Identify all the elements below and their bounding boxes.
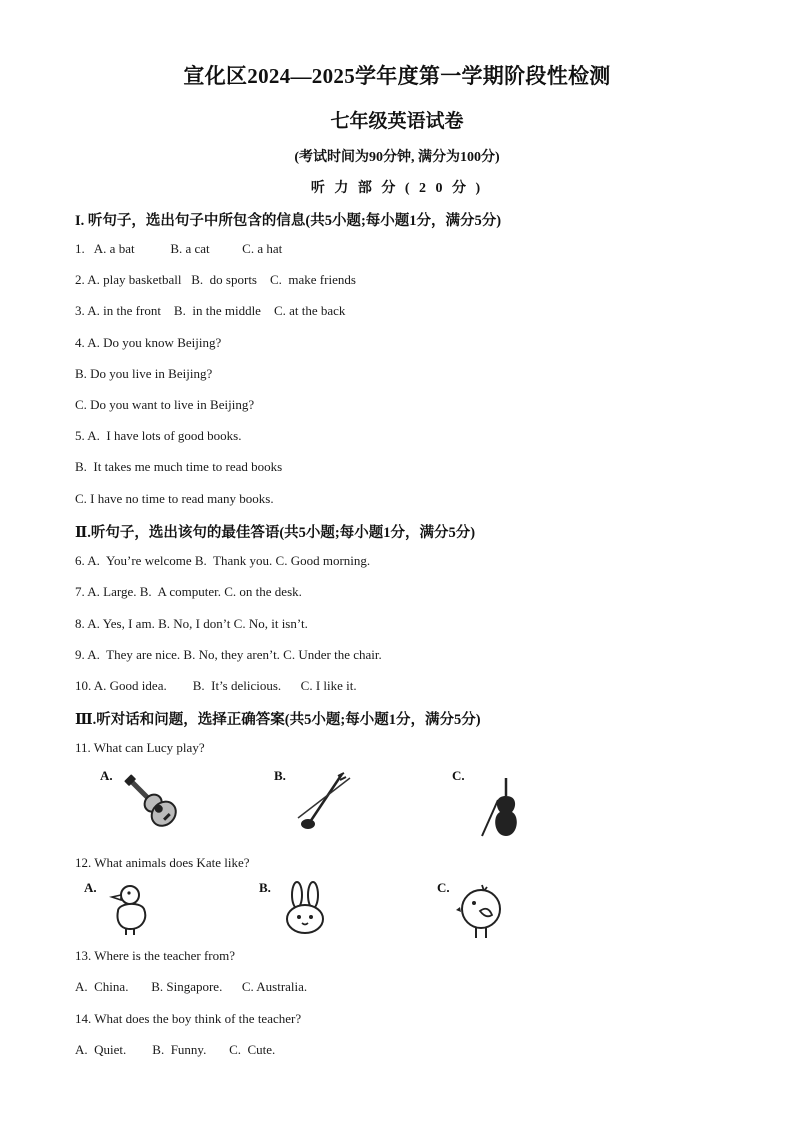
option-label: B. <box>274 768 286 783</box>
part-title: 听 力 部 分 ( 2 0 分 ) <box>310 181 484 196</box>
question-line: 1. A. a bat B. a cat C. a hat <box>75 241 283 256</box>
option-label: A. <box>100 768 113 783</box>
question-line: 9. A. They are nice. B. No, they aren’t. C. Under the chair. <box>75 647 382 662</box>
question-line: 4. A. Do you know Beijing? <box>75 335 222 350</box>
option-label: A. <box>84 880 97 895</box>
exam-title: 宣化区2024—2025学年度第一学期阶段性检测 <box>183 64 611 88</box>
option-label: C. <box>437 880 450 895</box>
rabbit-icon <box>280 881 330 935</box>
question-line: 8. A. Yes, I am. B. No, I don’t C. No, it isn’t. <box>75 616 308 631</box>
question-line: 7. A. Large. B. A computer. C. on the desk. <box>75 584 302 599</box>
exam-info: (考试时间为90分钟, 满分为100分) <box>294 150 500 165</box>
question-line: 11. What can Lucy play? <box>75 740 205 755</box>
option-label: B. <box>259 880 271 895</box>
question-line: 5. A. I have lots of good books. <box>75 428 242 443</box>
option-label: C. <box>452 768 465 783</box>
duck-icon <box>104 883 152 937</box>
question-line: 2. A. play basketball B. do sports C. make friends <box>75 272 356 287</box>
question-line: B. It takes me much time to read books <box>75 459 283 474</box>
erhu-icon <box>294 772 358 834</box>
chick-icon <box>456 883 506 941</box>
answer-options-line: A. China. B. Singapore. C. Australia. <box>75 979 308 994</box>
question-line: C. Do you want to live in Beijing? <box>75 397 255 412</box>
question-line: C. I have no time to read many books. <box>75 491 274 506</box>
exam-subtitle: 七年级英语试卷 <box>330 111 464 132</box>
question-line: 13. Where is the teacher from? <box>75 948 236 963</box>
question-line: 12. What animals does Kate like? <box>75 855 250 870</box>
question-line: 3. A. in the front B. in the middle C. at the back <box>75 303 346 318</box>
violin-icon <box>474 776 526 840</box>
question-line: B. Do you live in Beijing? <box>75 366 213 381</box>
section-heading-1: I. 听句子，选出句子中所包含的信息(共5小题;每小题1分，满分5分) <box>75 213 502 229</box>
answer-options-line: A. Quiet. B. Funny. C. Cute. <box>75 1042 276 1057</box>
section-heading-2: Ⅱ.听句子，选出该句的最佳答语(共5小题;每小题1分，满分5分) <box>75 525 476 541</box>
question-line: 6. A. You’re welcome B. Thank you. C. Good morning. <box>75 553 371 568</box>
section-heading-3: Ⅲ.听对话和问题，选择正确答案(共5小题;每小题1分，满分5分) <box>75 712 481 728</box>
guitar-icon <box>120 770 182 832</box>
question-line: 14. What does the boy think of the teacher? <box>75 1011 302 1026</box>
question-line: 10. A. Good idea. B. It’s delicious. C. I like it. <box>75 678 357 693</box>
